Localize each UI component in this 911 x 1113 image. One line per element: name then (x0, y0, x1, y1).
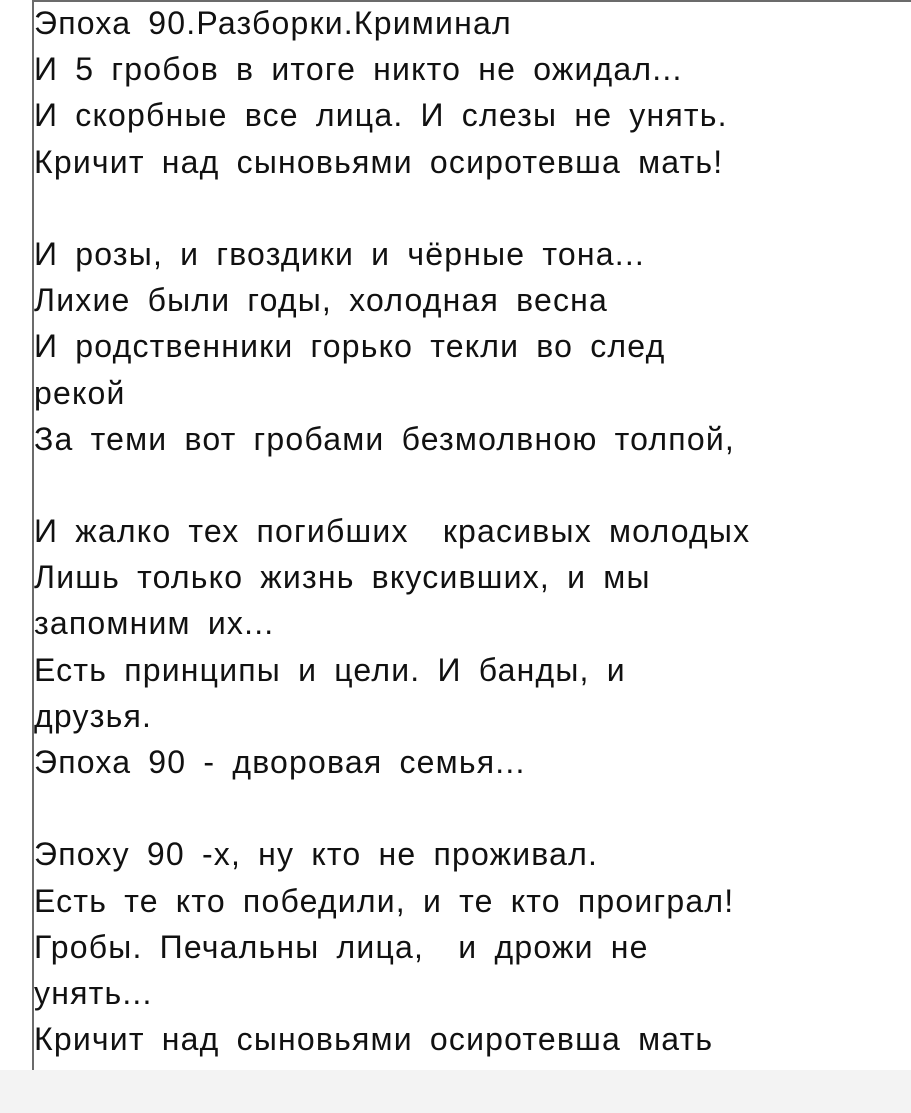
poem-line: Лихие были годы, холодная весна (34, 282, 609, 319)
poem-line: И розы, и гвоздики и чёрные тона... (34, 235, 645, 272)
poem-line: друзья. (34, 697, 153, 734)
poem-line: Гробы. Печальны лица, и дрожи не (34, 928, 649, 965)
poem-line: И скорбные все лица. И слезы не унять. (34, 97, 728, 134)
stanza-break (34, 785, 911, 831)
stanza-break (34, 462, 911, 508)
poem-line: Есть принципы и цели. И банды, и (34, 651, 626, 688)
stanza-break (34, 185, 911, 231)
poem-line: И жалко тех погибших красивых молодых (34, 513, 751, 550)
poem-text (34, 0, 911, 1062)
poem-line: За теми вот гробами безмолвною толпой, (34, 420, 735, 457)
poem-line: запомним их... (34, 605, 275, 642)
poem-line: Эпоха 90 - дворовая семья... (34, 744, 526, 780)
bottom-bar (0, 1070, 911, 1113)
poem-line: И родственники горько текли во след (34, 328, 666, 365)
poem-line: И 5 гробов в итоге никто не ожидал... (34, 51, 683, 88)
poem-line: рекой (34, 374, 126, 411)
poem-line: Эпоха 90.Разборки.Криминал (34, 5, 512, 41)
poem-line: Кричит над сыновьями осиротевша мать! (34, 143, 724, 180)
poem-line: Лишь только жизнь вкусивших, и мы (34, 559, 651, 596)
poem-line: Эпоху 90 -х, ну кто не проживал. (34, 836, 599, 873)
poem-line: Кричит над сыновьями осиротевша мать (34, 1021, 714, 1058)
poem-line: унять... (34, 974, 153, 1011)
poem-line: Есть те кто победили, и те кто проиграл! (34, 882, 735, 919)
